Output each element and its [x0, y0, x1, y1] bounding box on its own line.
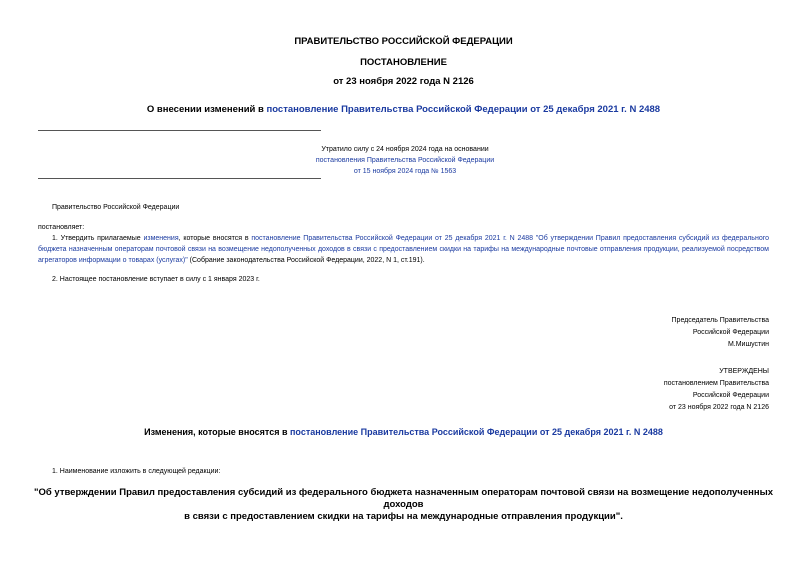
document-title — [0, 104, 807, 115]
resolution-heading: ПОСТАНОВЛЕНИЕ — [360, 57, 447, 68]
document-title-prefix: О внесении изменений в — [146, 104, 267, 115]
new-title-line-2: в связи с предоставлением скидки на тарифы на международные отправления продукции". — [184, 511, 623, 522]
changes-item-1: 1. Наименование изложить в следующей редакции: — [52, 468, 221, 475]
decrees-text: постановляет: — [38, 224, 85, 231]
signature-block — [469, 315, 769, 351]
bottom-divider — [38, 178, 321, 179]
changes-heading — [0, 427, 807, 437]
document-title-link[interactable]: постановление Правительства Российской Федерации от 25 декабря 2021 г. N 2488 — [266, 104, 661, 115]
approved-line-2: постановлением Правительства — [663, 380, 769, 387]
approved-line-1: УТВЕРЖДЕНЫ — [719, 368, 769, 375]
new-title-line-1: "Об утверждении Правил предоставления субсидий из федерального бюджета назначенным операторам почтовой связи на возмещение недополученных доходов — [34, 487, 773, 510]
changes-heading-prefix: Изменения, которые вносятся в — [144, 427, 290, 437]
approved-line-3: Российской Федерации — [692, 392, 769, 399]
government-heading: ПРАВИТЕЛЬСТВО РОССИЙСКОЙ ФЕДЕРАЦИИ — [294, 36, 513, 47]
status-note-line1: Утратило силу с 24 ноября 2024 года на основании — [321, 146, 489, 153]
item-1-mid: , которые вносятся в — [178, 235, 252, 242]
top-divider — [38, 130, 321, 131]
item-1-suffix: (Собрание законодательства Российской Федерации, 2022, N 1, ст.191). — [187, 257, 425, 264]
signature-line-2: Российской Федерации — [692, 329, 769, 336]
signature-line-3: М.Мишустин — [727, 341, 769, 348]
item-1-prefix: 1. Утвердить прилагаемые — [52, 235, 144, 242]
status-note-link-line2[interactable]: постановления Правительства Российской Федерации — [315, 157, 495, 164]
changes-heading-link[interactable]: постановление Правительства Российской Федерации от 25 декабря 2021 г. N 2488 — [290, 427, 663, 437]
issuer-text: Правительство Российской Федерации — [52, 204, 180, 211]
status-note-link-line3[interactable]: от 15 ноября 2024 года № 1563 — [353, 168, 457, 175]
signature-line-1: Председатель Правительства — [671, 317, 769, 324]
item-1-resolution-link[interactable]: постановление Правительства Российской Федерации от 25 декабря 2021 г. N 2488 "Об утверждении Правил предоставления субсидий из федерального бюджета назначенным операторам почтовой связи на возмещение недополученных доходов в связи с предоставлением скидки на тарифы на международные почтовые отправления продукции, реализуемой посредством агрегаторов информации о товарах (услугах)" — [38, 235, 769, 264]
approved-line-4: от 23 ноября 2022 года N 2126 — [669, 404, 769, 411]
item-2-text: 2. Настоящее постановление вступает в силу с 1 января 2023 г. — [52, 276, 260, 283]
item-1-paragraph — [38, 233, 769, 266]
item-1-changes-link[interactable]: изменения — [143, 235, 179, 242]
resolution-date-number: от 23 ноября 2022 года N 2126 — [333, 76, 474, 87]
new-title-block — [30, 487, 777, 523]
approved-block — [469, 366, 769, 414]
